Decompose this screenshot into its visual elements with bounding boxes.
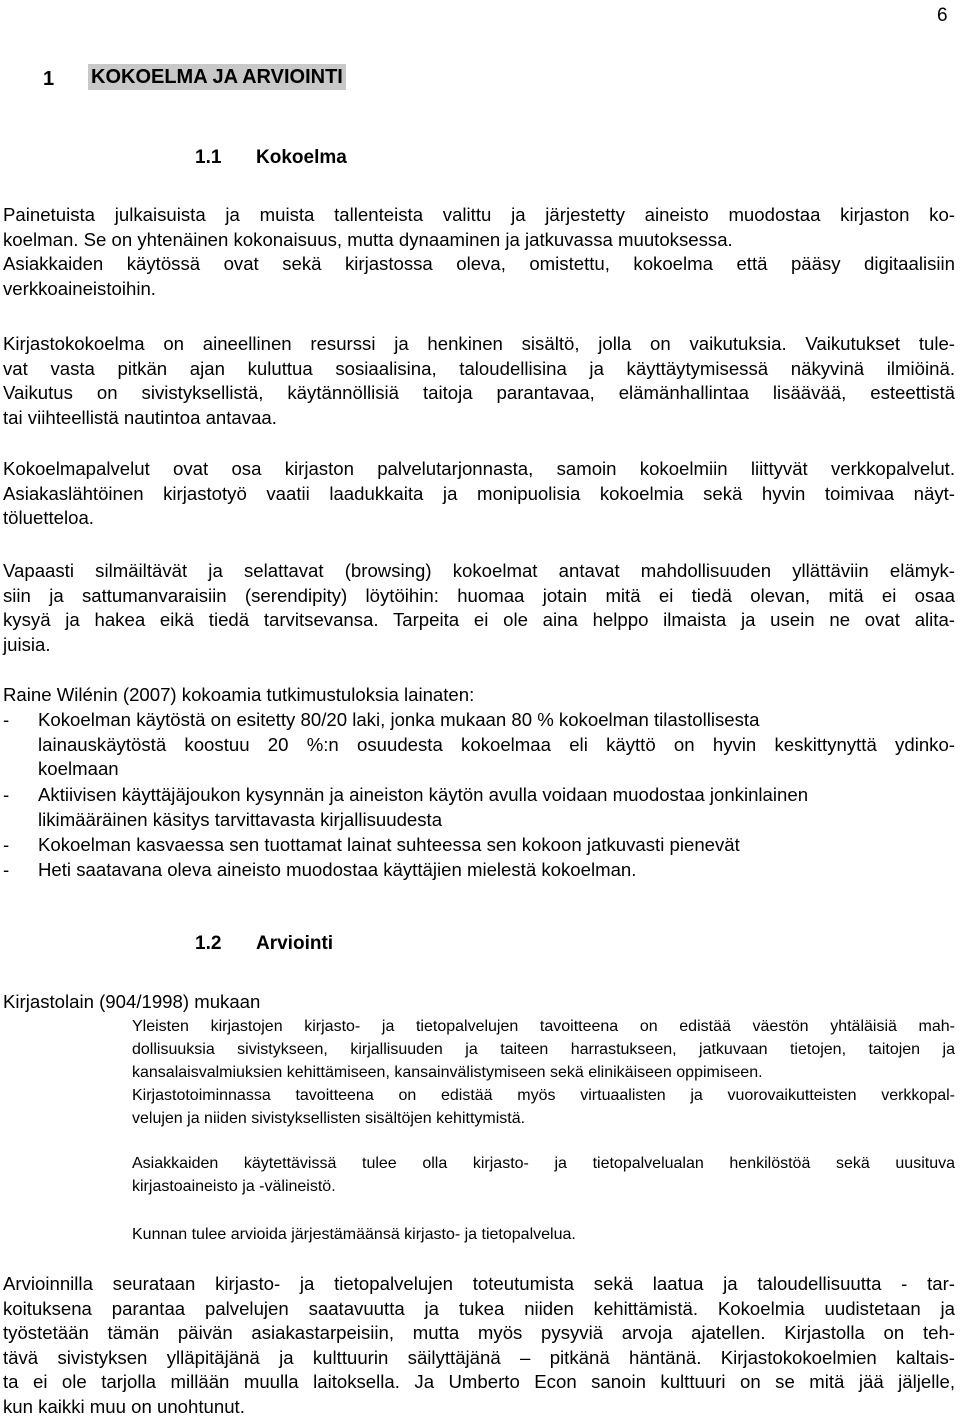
text-line: kysyä ja hakea eikä tiedä tarvitsevansa. Tarpeita ei ole aina helppo ilmaista ja usein ne ovat alita- <box>3 609 955 631</box>
quote-line: Kunnan tulee arvioida järjestämäänsä kirjasto- ja tietopalvelua. <box>132 1226 576 1243</box>
list-item-line: likimääräinen käsitys tarvittavasta kirjallisuudesta <box>38 808 443 830</box>
text-line: verkkoaineistoihin. <box>3 277 156 299</box>
text-line: koituksena parantaa palvelujen saatavuutta ja tukea niiden kehittämistä. Kokoelmia uudistetaan ja <box>3 1297 955 1319</box>
section-number-arviointi: 1.2 <box>195 933 222 954</box>
text-line: Asiakkaiden käytössä ovat sekä kirjastossa oleva, omistettu, kokoelma että pääsy digitaalisiin <box>3 253 955 275</box>
quote-line: velujen ja niiden sivistyksellisten sisältöjen kehittymistä. <box>132 1110 526 1127</box>
text-line: tävä sivistyksen ylläpitäjänä ja kulttuurin säilyttäjänä – pitkänä häntänä. Kirjastokokoelmien kaltais- <box>3 1346 955 1368</box>
text-line: ta ei ole tarjolla millään muulla laitoksella. Ja Umberto Econ sanoin kulttuuri on se mitä jää jäljelle, <box>3 1371 955 1393</box>
list-item-line: Kokoelman kasvaessa sen tuottamat lainat suhteessa sen kokoon jatkuvasti pienevät <box>38 834 740 855</box>
list-item <box>38 783 955 832</box>
list-item-line: Kokoelman käytöstä on esitetty 80/20 laki, jonka mukaan 80 % kokoelman tilastollisesta <box>38 709 760 730</box>
list-item-line: lainauskäytöstä koostuu 20 %:n osuudesta kokoelmaa eli käyttö on hyvin keskittynyttä ydinko- <box>38 733 955 755</box>
text-line: tai viihteellistä nautintoa antavaa. <box>3 406 277 428</box>
text-line: Vapaasti silmäiltävät ja selattavat (browsing) kokoelmat antavat mahdollisuuden yllättäviin elämyk- <box>3 560 955 581</box>
list-dash: - <box>3 859 10 880</box>
list-item <box>38 858 955 883</box>
quote-line: Kirjastotoiminnassa tavoitteena on edistää myös virtuaalisten ja vuorovaikutteisten verkkopal- <box>132 1087 955 1104</box>
text-line: Kirjastokokoelma on aineellinen resurssi ja henkinen sisältö, jolla on vaikutuksia. Vaikutukset tule- <box>3 333 955 354</box>
list-intro: Raine Wilénin (2007) kokoamia tutkimustuloksia lainaten: <box>3 684 475 705</box>
paragraph-1 <box>3 203 955 301</box>
page-number: 6 <box>937 5 948 26</box>
text-line: Arvioinnilla seurataan kirjasto- ja tietopalvelujen toteutumista sekä laatua ja taloudellisuutta - tar- <box>3 1273 955 1294</box>
law-quote-2 <box>132 1152 955 1198</box>
list-dash: - <box>3 834 10 855</box>
paragraph-4 <box>3 559 955 657</box>
quote-line: dollisuuksia sivistykseen, kirjallisuuden ja taiteen harrastukseen, jatkuvaan tietojen, taitojen ja <box>132 1041 955 1058</box>
text-line: Vaikutus on sivistyksellistä, käytännöllisiä taitoja parantavaa, elämänhallintaa lisäävää, esteettistä <box>3 382 955 404</box>
quote-line: Yleisten kirjastojen kirjasto- ja tietopalvelujen tavoitteena on edistää väestön yhtäläisiä mah- <box>132 1018 955 1035</box>
paragraph-5 <box>3 1272 955 1420</box>
text-line: Painetuista julkaisuista ja muista tallenteista valittu ja järjestetty aineisto muodostaa kirjaston ko- <box>3 204 955 225</box>
quote-line: kirjastoaineisto ja -välineistö. <box>132 1178 336 1195</box>
law-quote-3 <box>132 1223 955 1246</box>
law-title: Kirjastolain (904/1998) mukaan <box>3 991 261 1012</box>
list-item <box>38 708 955 782</box>
chapter-title: KOKOELMA JA ARVIOINTI <box>88 64 346 90</box>
list-item-line: Heti saatavana oleva aineisto muodostaa käyttäjien mielestä kokoelman. <box>38 859 637 880</box>
section-title-arviointi: Arviointi <box>256 933 334 954</box>
quote-line: Asiakkaiden käytettävissä tulee olla kirjasto- ja tietopalvelualan henkilöstöä sekä uusituva <box>132 1155 955 1172</box>
text-line: siin ja sattumanvaraisiin (serendipity) löytöihin: huomaa jotain mitä ei tiedä olevan, mitä ei osaa <box>3 584 955 606</box>
text-line: työstetään tämän päivän asiakastarpeisiin, mutta myös pysyviä arvoja ajatellen. Kirjastolla on teh- <box>3 1322 955 1344</box>
text-line: Kokoelmapalvelut ovat osa kirjaston palvelutarjonnasta, samoin kokoelmiin liittyvät verkkopalvelut. <box>3 458 955 479</box>
text-line: kun kaikki muu on unohtunut. <box>3 1395 245 1417</box>
text-line: töluetteloa. <box>3 507 94 529</box>
quote-line: kansalaisvalmiuksien kehittämiseen, kansainvälistymiseen sekä elinikäiseen oppimiseen. <box>132 1064 763 1081</box>
list-item-line: koelmaan <box>38 758 119 780</box>
text-line: juisia. <box>3 633 51 655</box>
text-line: vat vasta pitkän ajan kuluttua sosiaalisina, taloudellisina ja käyttäytymisessä näkyvinä ilmiöinä. <box>3 357 955 379</box>
section-title-kokoelma: Kokoelma <box>256 147 347 168</box>
chapter-number: 1 <box>43 68 55 90</box>
list-dash: - <box>3 784 10 805</box>
list-dash: - <box>3 709 10 730</box>
text-line: Asiakaslähtöinen kirjastotyö vaatii laadukkaita ja monipuolisia kokoelmia sekä hyvin toimivaa näyt- <box>3 482 955 504</box>
list-item <box>38 833 955 858</box>
text-line: koelman. Se on yhtenäinen kokonaisuus, mutta dynaaminen ja jatkuvassa muutoksessa. <box>3 228 733 250</box>
paragraph-3 <box>3 457 955 531</box>
paragraph-2 <box>3 332 955 430</box>
section-number-kokoelma: 1.1 <box>195 147 222 168</box>
law-quote-1 <box>132 1015 955 1130</box>
list-item-line: Aktiivisen käyttäjäjoukon kysynnän ja aineiston käytön avulla voidaan muodostaa jonkinlainen <box>38 784 809 805</box>
